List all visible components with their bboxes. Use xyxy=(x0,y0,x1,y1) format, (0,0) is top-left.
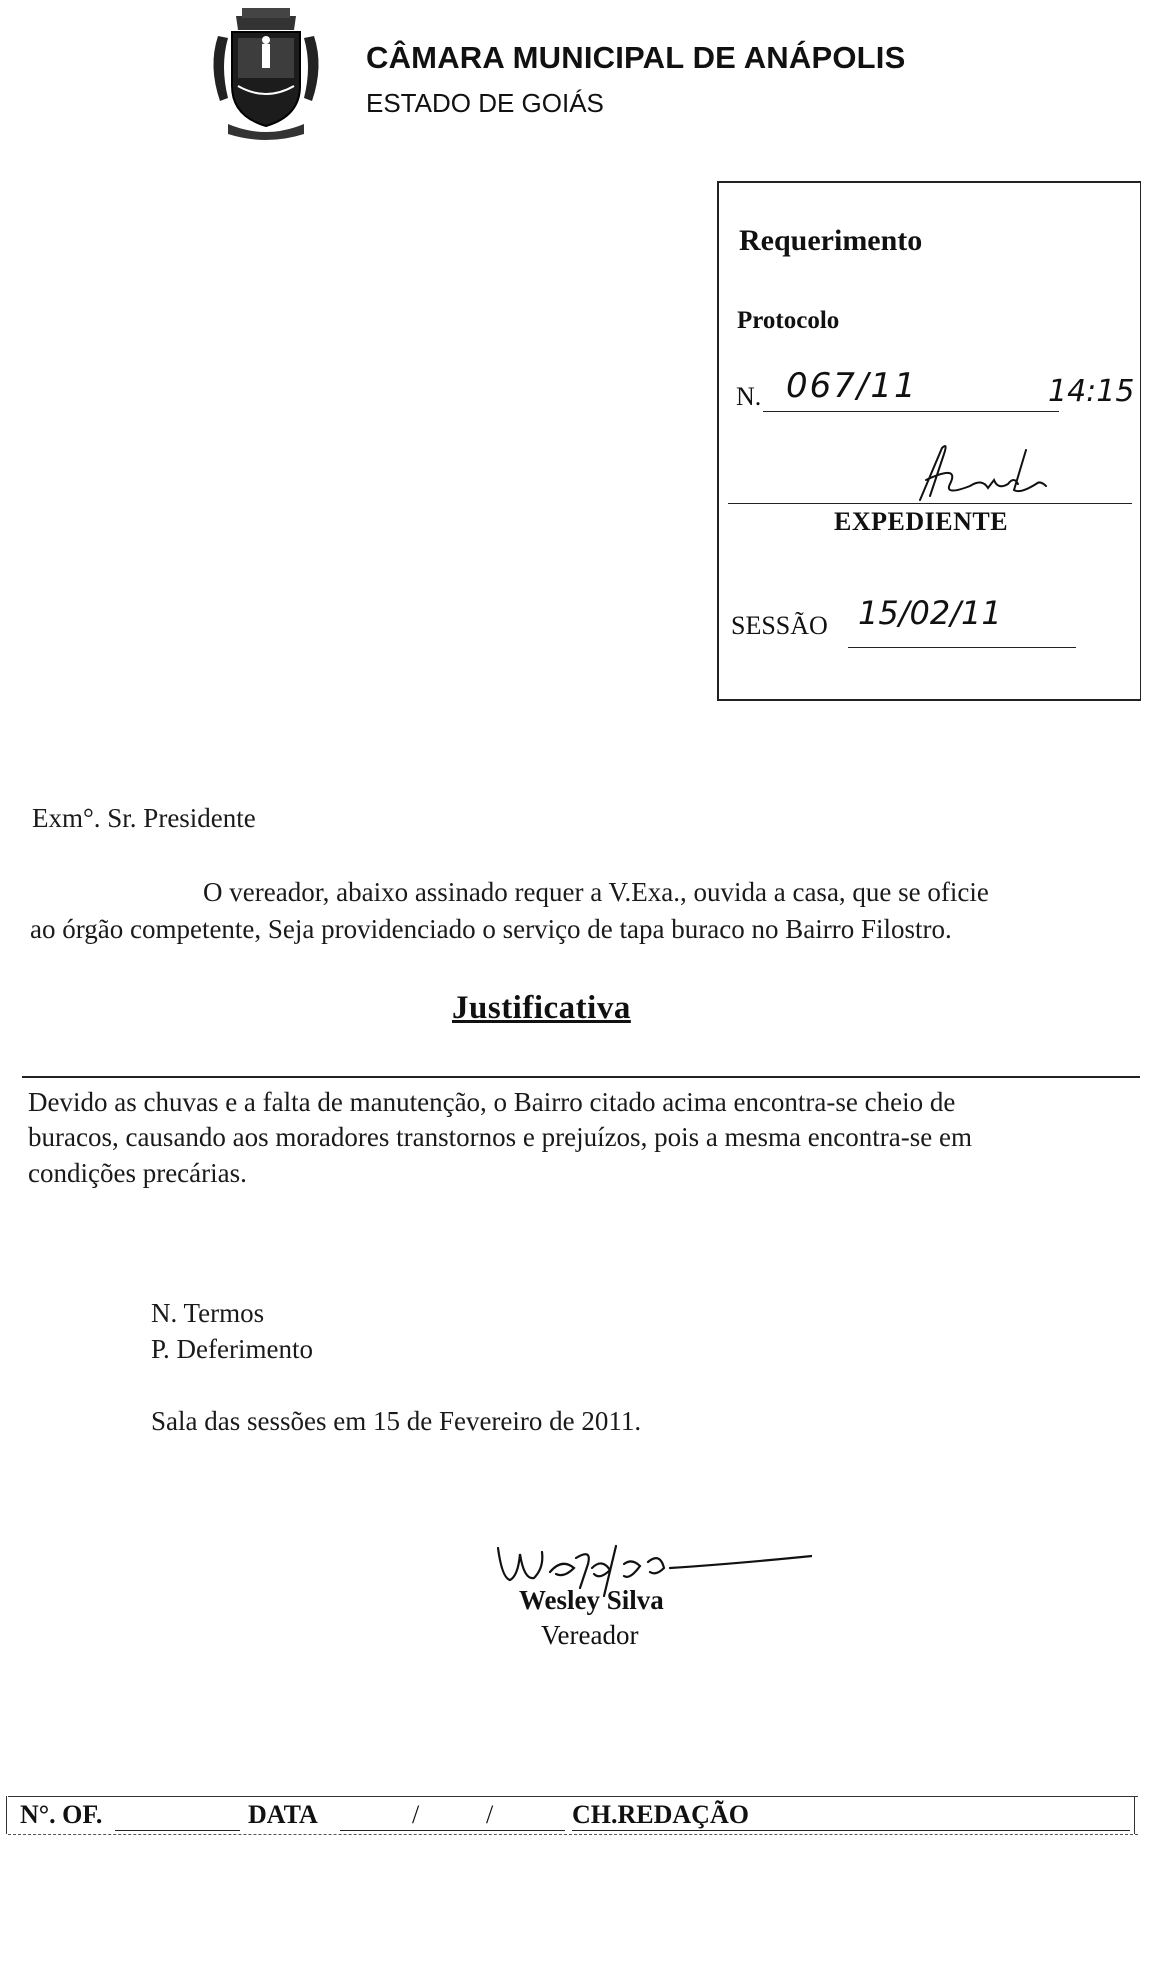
signer-role: Vereador xyxy=(541,1620,639,1650)
org-name: CÂMARA MUNICIPAL DE ANÁPOLIS xyxy=(366,40,906,75)
footer-form-border xyxy=(8,1796,1138,1797)
footer-date-label: DATA xyxy=(248,1800,318,1829)
session-date-line xyxy=(848,647,1076,648)
request-paragraph-line: O vereador, abaixo assinado requer a V.Exa., ouvida a casa, que se oficie xyxy=(203,877,989,907)
footer-date-line xyxy=(340,1830,565,1831)
protocol-number-line xyxy=(763,411,1059,412)
footer-form-border xyxy=(8,1834,1138,1835)
signer-name: Wesley Silva xyxy=(519,1585,664,1615)
place-and-date: Sala das sessões em 15 de Fevereiro de 2011. xyxy=(151,1406,642,1436)
footer-form-border xyxy=(6,1796,7,1834)
justification-line: condições precárias. xyxy=(28,1158,247,1188)
salutation: Exm°. Sr. Presidente xyxy=(32,803,256,833)
footer-redaction-label: CH.REDAÇÃO xyxy=(572,1800,749,1829)
expediente-line xyxy=(728,503,1132,504)
footer-date-separator: / xyxy=(412,1800,420,1829)
protocol-number-handwritten: 067/11 xyxy=(786,366,918,406)
closing-line: P. Deferimento xyxy=(151,1334,313,1364)
justification-heading: Justificativa xyxy=(452,990,631,1026)
footer-office-number-line xyxy=(115,1830,240,1831)
protocol-number-label: N. xyxy=(736,382,762,411)
session-date-handwritten: 15/02/11 xyxy=(858,594,1002,632)
municipal-crest-logo xyxy=(198,6,334,144)
org-state: ESTADO DE GOIÁS xyxy=(366,88,604,118)
session-label: SESSÃO xyxy=(731,611,828,640)
section-divider xyxy=(22,1076,1140,1078)
expediente-label: EXPEDIENTE xyxy=(834,507,1009,536)
receiver-signature xyxy=(890,440,1070,510)
protocol-label: Protocolo xyxy=(737,307,840,334)
footer-redaction-line xyxy=(572,1830,1130,1831)
footer-date-separator: / xyxy=(486,1800,494,1829)
protocol-time-handwritten: 14:15 xyxy=(1048,374,1135,409)
justification-line: Devido as chuvas e a falta de manutenção, o Bairro citado acima encontra-se cheio de xyxy=(28,1087,956,1117)
closing-line: N. Termos xyxy=(151,1298,265,1328)
footer-office-number-label: N°. OF. xyxy=(20,1800,103,1829)
footer-form-border xyxy=(1134,1796,1135,1834)
request-paragraph-line: ao órgão competente, Seja providenciado o serviço de tapa buraco no Bairro Filostro. xyxy=(30,914,952,944)
justification-line: buracos, causando aos moradores transtornos e prejuízos, pois a mesma encontra-se em xyxy=(28,1122,972,1152)
protocol-box-title: Requerimento xyxy=(739,224,923,257)
